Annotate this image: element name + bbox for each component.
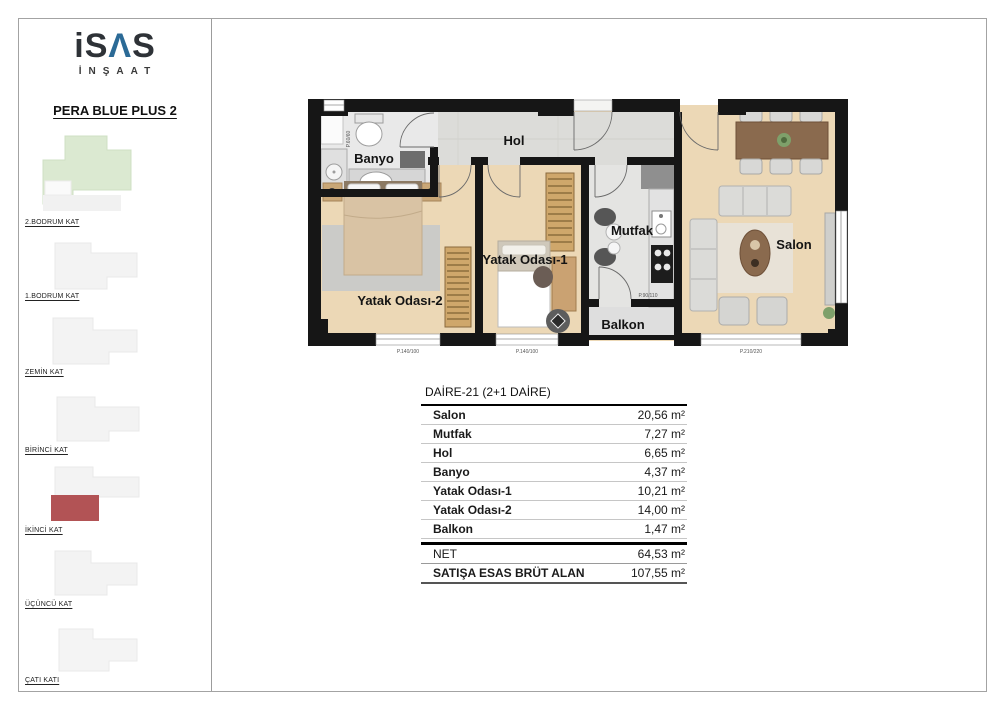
current-floor-highlight	[51, 495, 99, 521]
floor-thumbnail-highlighted	[25, 465, 175, 525]
floor-thumbnail	[25, 547, 175, 599]
dining-chair	[800, 159, 822, 174]
table-row	[421, 406, 687, 425]
double-bed	[344, 195, 422, 275]
sidebar-item-floor-zemin[interactable]	[25, 315, 195, 376]
dim-label-balcony-door: P.90/110	[638, 293, 658, 299]
brand-dark-2: S	[132, 27, 156, 65]
room-label-yatak2: Yatak Odası-2	[357, 293, 443, 308]
dining-chair	[770, 159, 792, 174]
floor-label: 2.BODRUM KAT	[25, 219, 80, 226]
sidebar-divider	[211, 19, 212, 691]
gross-label: SATIŞA ESAS BRÜT ALAN	[433, 566, 585, 580]
dim-label-window2: P.140/100	[515, 349, 539, 355]
floor-label: ÇATI KATI	[25, 677, 60, 684]
floor-thumbnail	[25, 393, 175, 445]
sidebar-item-floor-cati[interactable]	[25, 623, 195, 684]
net-row	[421, 545, 687, 564]
table-row	[421, 501, 687, 520]
wardrobe	[546, 173, 574, 251]
sidebar-item-floor-1bodrum[interactable]	[25, 239, 195, 300]
dining-chair	[740, 159, 762, 174]
room-area: 4,37 m²	[644, 465, 685, 479]
project-title: PERA BLUE PLUS 2	[53, 103, 177, 118]
floor-label: BİRİNCİ KAT	[25, 447, 68, 454]
net-value: 64,53 m²	[637, 547, 685, 561]
room-name: Yatak Odası-2	[433, 503, 512, 517]
floor-label: ÜÇÜNCÜ KAT	[25, 601, 73, 608]
floor-plan	[308, 99, 848, 364]
gross-value: 107,55 m²	[630, 566, 685, 580]
floor-label: 1.BODRUM KAT	[25, 293, 80, 300]
room-label-yatak1: Yatak Odası-1	[482, 252, 568, 267]
table-row	[421, 444, 687, 463]
room-name: Hol	[433, 446, 453, 460]
table-row	[421, 482, 687, 501]
room-area: 6,65 m²	[644, 446, 685, 460]
room-label-mutfak: Mutfak	[611, 223, 653, 238]
dim-label-bath-window: P.60/60	[346, 130, 352, 148]
table-row	[421, 425, 687, 444]
coffee-table	[740, 230, 770, 276]
sofa-chaise	[690, 219, 717, 311]
armchair	[719, 297, 749, 325]
company-logo	[19, 29, 211, 77]
room-area: 14,00 m²	[637, 503, 685, 517]
room-area: 1,47 m²	[644, 522, 685, 536]
sidebar	[19, 19, 211, 691]
floor-thumbnail-green	[25, 133, 175, 217]
room-area: 7,27 m²	[644, 427, 685, 441]
sidebar-item-floor-2bodrum[interactable]	[25, 133, 195, 226]
room-name: Banyo	[433, 465, 470, 479]
room-area: 20,56 m²	[637, 408, 685, 422]
sidebar-item-floor-ikinci[interactable]	[25, 465, 195, 534]
dim-label-window1: P.140/100	[396, 349, 420, 355]
room-area: 10,21 m²	[637, 484, 685, 498]
floor-thumbnail	[25, 315, 175, 367]
sofa	[719, 186, 791, 216]
toilet	[356, 122, 382, 146]
armchair	[757, 297, 787, 325]
area-table-title: DAİRE-21 (2+1 DAİRE)	[421, 385, 687, 406]
floor-plan-drawing	[308, 99, 848, 359]
brand-dark-1: iS	[74, 27, 109, 65]
floor-thumbnail	[25, 239, 175, 291]
room-name: Balkon	[433, 522, 474, 536]
floor-label: ZEMİN KAT	[25, 369, 64, 376]
table-row	[421, 463, 687, 482]
room-label-hol: Hol	[503, 133, 525, 148]
washer	[400, 151, 425, 168]
area-table	[421, 385, 687, 584]
room-label-balkon: Balkon	[601, 317, 645, 332]
room-name: Mutfak	[433, 427, 472, 441]
dim-label-salon-window: P.210/220	[739, 349, 763, 355]
plant	[823, 307, 835, 319]
tv-console	[825, 213, 835, 305]
sidebar-item-floor-ucuncu[interactable]	[25, 547, 195, 608]
stove	[651, 245, 673, 283]
sidebar-item-floor-birinci[interactable]	[25, 393, 195, 454]
room-label-banyo: Banyo	[354, 151, 394, 166]
brochure-page	[18, 18, 987, 692]
brand-subtitle: İNŞAAT	[78, 66, 158, 77]
room-name: Salon	[433, 408, 466, 422]
fridge	[641, 165, 674, 189]
gross-row	[421, 564, 687, 584]
chair	[533, 266, 553, 288]
brand-blue-peak-icon: Λ	[108, 27, 133, 65]
room-name: Yatak Odası-1	[433, 484, 512, 498]
brand-wordmark	[19, 29, 211, 63]
room-label-salon: Salon	[776, 237, 812, 252]
table-row	[421, 520, 687, 539]
floor-thumbnail	[25, 623, 175, 675]
net-label: NET	[433, 547, 457, 561]
table-totals	[421, 542, 687, 584]
floor-label: İKİNCİ KAT	[25, 527, 63, 534]
